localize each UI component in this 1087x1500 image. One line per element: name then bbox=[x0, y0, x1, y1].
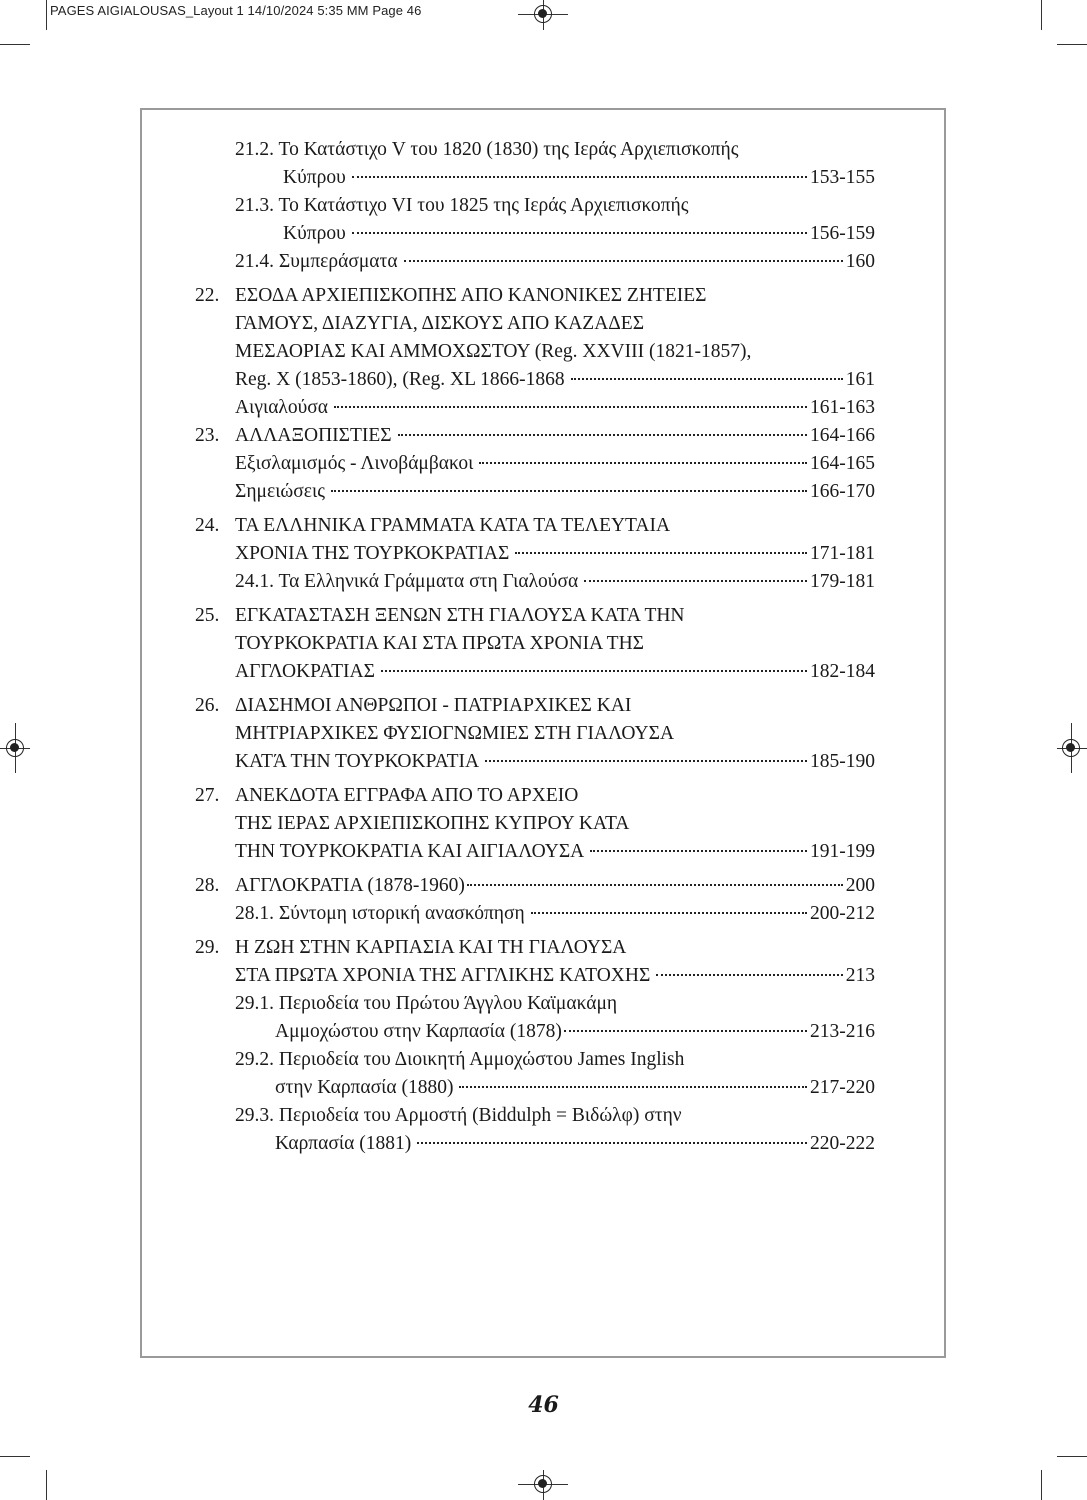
toc-entry-title: ΔΙΑΣΗΜΟΙ ΑΝΘΡΩΠΟΙ - ΠΑΤΡΙΑΡΧΙΚΕΣ ΚΑΙ bbox=[235, 695, 632, 716]
toc-entry-title: ΜΕΣΑΟΡΙΑΣ ΚΑΙ ΑΜΜΟΧΩΣΤΟΥ (Reg. XXVIII (1821-1857), bbox=[235, 341, 752, 362]
crop-mark bbox=[1057, 1456, 1087, 1457]
toc-page-range: 200 bbox=[845, 875, 875, 896]
toc-entry-last-line bbox=[195, 478, 875, 506]
toc-entry-line bbox=[195, 192, 875, 220]
toc-entry-last-line bbox=[195, 248, 875, 276]
toc-entry-title: ΤΟΥΡΚΟΚΡΑΤΙΑ ΚΑΙ ΣΤΑ ΠΡΩΤΑ ΧΡΟΝΙΑ ΤΗΣ bbox=[235, 633, 645, 654]
toc-entry-last-line bbox=[195, 1130, 875, 1158]
dot-leader bbox=[515, 552, 807, 554]
toc-entry-last-line bbox=[195, 540, 875, 568]
toc-entry-title: ΓΑΜΟΥΣ, ΔΙΑΖΥΓΙΑ, ΔΙΣΚΟΥΣ ΑΠΟ ΚΑΖΑΔΕΣ bbox=[235, 313, 645, 334]
toc-entry-line bbox=[195, 338, 875, 366]
toc-entry-title: Κύπρου bbox=[283, 167, 346, 188]
toc-page-range: 185-190 bbox=[810, 751, 875, 772]
crop-mark bbox=[46, 0, 47, 30]
dot-leader bbox=[531, 912, 807, 914]
toc-entry-title: ΚΑΤΆ ΤΗΝ ΤΟΥΡΚΟΚΡΑΤΙΑ bbox=[235, 751, 480, 772]
toc-entry-line bbox=[195, 782, 875, 810]
toc-entry-number: 25. bbox=[195, 605, 220, 626]
dot-leader bbox=[479, 462, 807, 464]
toc-entry-number: 28. bbox=[195, 875, 220, 896]
dot-leader bbox=[467, 884, 843, 886]
toc-entry-title: Reg. X (1853-1860), (Reg. XL 1866-1868 bbox=[235, 369, 565, 390]
toc-entry bbox=[195, 136, 875, 192]
dot-leader bbox=[564, 1030, 807, 1032]
dot-leader bbox=[485, 760, 807, 762]
toc-entry-last-line bbox=[195, 220, 875, 248]
toc-entry-number: 26. bbox=[195, 695, 220, 716]
toc-entry bbox=[195, 1046, 875, 1102]
toc-entry-title: ΤΗΣ ΙΕΡΑΣ ΑΡΧΙΕΠΙΣΚΟΠΗΣ ΚΥΠΡΟΥ ΚΑΤΑ bbox=[235, 813, 630, 834]
toc-page-range: 217-220 bbox=[810, 1077, 875, 1098]
toc-entry-last-line bbox=[195, 838, 875, 866]
toc-entry-line bbox=[195, 720, 875, 748]
table-of-contents bbox=[195, 136, 875, 1158]
crop-mark bbox=[46, 1470, 47, 1500]
toc-entry-last-line bbox=[195, 658, 875, 686]
toc-entry-last-line bbox=[195, 872, 875, 900]
toc-page-range: 179-181 bbox=[810, 571, 875, 592]
toc-page-range: 166-170 bbox=[810, 481, 875, 502]
dot-leader bbox=[656, 974, 842, 976]
toc-entry-line bbox=[195, 934, 875, 962]
dot-leader bbox=[398, 434, 807, 436]
toc-entry bbox=[195, 900, 875, 928]
print-slug: PAGES AIGIALOUSAS_Layout 1 14/10/2024 5:35 ΜΜ Page 46 bbox=[50, 3, 422, 18]
toc-entry-title: Η ΖΩΗ ΣΤΗΝ ΚΑΡΠΑΣΙΑ ΚΑΙ ΤΗ ΓΙΑΛΟΥΣΑ bbox=[235, 937, 627, 958]
toc-entry bbox=[195, 512, 875, 568]
toc-entry bbox=[195, 692, 875, 776]
toc-entry bbox=[195, 248, 875, 276]
toc-entry-line bbox=[195, 136, 875, 164]
toc-entry-title: ΣΤΑ ΠΡΩΤΑ ΧΡΟΝΙΑ ΤΗΣ ΑΓΓΛΙΚΗΣ ΚΑΤΟΧΗΣ bbox=[235, 965, 651, 986]
crop-mark bbox=[1057, 44, 1087, 45]
toc-page-range: 191-199 bbox=[810, 841, 875, 862]
toc-entry-number: 23. bbox=[195, 425, 220, 446]
toc-page-range: 171-181 bbox=[810, 543, 875, 564]
toc-entry-number: 27. bbox=[195, 785, 220, 806]
dot-leader bbox=[404, 260, 843, 262]
toc-entry-last-line bbox=[195, 1018, 875, 1046]
toc-entry-title: Αιγιαλούσα bbox=[235, 397, 328, 418]
toc-entry-title: Καρπασία (1881) bbox=[275, 1133, 412, 1154]
dot-leader bbox=[352, 232, 807, 234]
toc-page-range: 213 bbox=[845, 965, 875, 986]
toc-entry-line bbox=[195, 990, 875, 1018]
toc-page-range: 153-155 bbox=[810, 167, 875, 188]
toc-entry-title: 29.2. Περιοδεία του Διοικητή Αμμοχώστου James Inglish bbox=[235, 1049, 685, 1070]
toc-entry-line bbox=[195, 630, 875, 658]
toc-entry-title: ΑΓΓΛΟΚΡΑΤΙΑΣ bbox=[235, 661, 375, 682]
toc-entry-title: ΜΗΤΡΙΑΡΧΙΚΕΣ ΦΥΣΙΟΓΝΩΜΙΕΣ ΣΤΗ ΓΙΑΛΟΥΣΑ bbox=[235, 723, 675, 744]
toc-page-range: 220-222 bbox=[810, 1133, 875, 1154]
page-number: 46 bbox=[528, 1392, 559, 1418]
crop-mark bbox=[1041, 0, 1042, 30]
toc-entry-line bbox=[195, 692, 875, 720]
toc-entry-title: 21.4. Συμπεράσματα bbox=[235, 251, 398, 272]
toc-entry-title: 24.1. Τα Ελληνικά Γράμματα στη Γιαλούσα bbox=[235, 571, 579, 592]
toc-entry-title: 28.1. Σύντομη ιστορική ανασκόπηση bbox=[235, 903, 525, 924]
toc-entry-number: 29. bbox=[195, 937, 220, 958]
dot-leader bbox=[417, 1142, 807, 1144]
toc-entry-line bbox=[195, 810, 875, 838]
toc-entry-last-line bbox=[195, 366, 875, 394]
toc-entry-line bbox=[195, 602, 875, 630]
toc-entry bbox=[195, 478, 875, 506]
toc-entry-title: 21.3. Το Κατάστιχο VI του 1825 της Ιεράς Αρχιεπισκοπής bbox=[235, 195, 689, 216]
toc-page-range: 164-165 bbox=[810, 453, 875, 474]
toc-entry-last-line bbox=[195, 1074, 875, 1102]
toc-entry-last-line bbox=[195, 962, 875, 990]
toc-entry-last-line bbox=[195, 900, 875, 928]
toc-entry bbox=[195, 394, 875, 422]
crop-mark bbox=[0, 44, 30, 45]
toc-entry-title: Σημειώσεις bbox=[235, 481, 325, 502]
toc-entry bbox=[195, 602, 875, 686]
toc-entry-last-line bbox=[195, 164, 875, 192]
dot-leader bbox=[459, 1086, 807, 1088]
toc-entry bbox=[195, 1102, 875, 1158]
toc-entry bbox=[195, 422, 875, 450]
toc-entry-last-line bbox=[195, 422, 875, 450]
toc-entry-title: ΤΗΝ ΤΟΥΡΚΟΚΡΑΤΙΑ ΚΑΙ ΑΙΓΙΑΛΟΥΣΑ bbox=[235, 841, 585, 862]
toc-page-range: 160 bbox=[845, 251, 875, 272]
toc-entry-number: 24. bbox=[195, 515, 220, 536]
toc-page-range: 182-184 bbox=[810, 661, 875, 682]
toc-entry bbox=[195, 450, 875, 478]
toc-entry-title: ΑΓΓΛΟΚΡΑΤΙΑ (1878-1960) bbox=[235, 875, 465, 896]
toc-entry-last-line bbox=[195, 568, 875, 596]
toc-entry-line bbox=[195, 1046, 875, 1074]
toc-entry bbox=[195, 990, 875, 1046]
toc-page-range: 156-159 bbox=[810, 223, 875, 244]
toc-entry-title: ΕΣΟΔΑ ΑΡΧΙΕΠΙΣΚΟΠΗΣ ΑΠΟ ΚΑΝΟΝΙΚΕΣ ΖΗΤΕΙΕΣ bbox=[235, 285, 707, 306]
toc-page-range: 213-216 bbox=[810, 1021, 875, 1042]
toc-entry bbox=[195, 872, 875, 900]
crop-mark bbox=[1041, 1470, 1042, 1500]
toc-entry-title: ΕΓΚΑΤΑΣΤΑΣΗ ΞΕΝΩΝ ΣΤΗ ΓΙΑΛΟΥΣΑ ΚΑΤΑ ΤΗΝ bbox=[235, 605, 685, 626]
toc-entry-last-line bbox=[195, 394, 875, 422]
toc-entry-title: 29.1. Περιοδεία του Πρώτου Άγγλου Καϊμακάμη bbox=[235, 993, 618, 1014]
toc-entry-title: ΑΛΛΑΞΟΠΙΣΤΙΕΣ bbox=[235, 425, 392, 446]
toc-page-range: 200-212 bbox=[810, 903, 875, 924]
toc-entry-title: ΑΝΕΚΔΟΤΑ ΕΓΓΡΑΦΑ ΑΠΟ ΤΟ ΑΡΧΕΙΟ bbox=[235, 785, 579, 806]
toc-entry-line bbox=[195, 282, 875, 310]
toc-page-range: 164-166 bbox=[810, 425, 875, 446]
toc-entry-last-line bbox=[195, 748, 875, 776]
dot-leader bbox=[590, 850, 807, 852]
toc-entry-number: 22. bbox=[195, 285, 220, 306]
dot-leader bbox=[584, 580, 807, 582]
toc-entry bbox=[195, 782, 875, 866]
toc-entry-title: στην Καρπασία (1880) bbox=[275, 1077, 454, 1098]
dot-leader bbox=[571, 378, 843, 380]
toc-entry-last-line bbox=[195, 450, 875, 478]
toc-entry-title: 21.2. Το Κατάστιχο V του 1820 (1830) της Ιεράς Αρχιεπισκοπής bbox=[235, 139, 739, 160]
toc-entry-line bbox=[195, 512, 875, 540]
toc-entry-title: ΤΑ ΕΛΛΗΝΙΚΑ ΓΡΑΜΜΑΤΑ ΚΑΤΑ ΤΑ ΤΕΛΕΥΤΑΙΑ bbox=[235, 515, 671, 536]
toc-entry bbox=[195, 568, 875, 596]
toc-entry bbox=[195, 192, 875, 248]
toc-entry-title: Κύπρου bbox=[283, 223, 346, 244]
toc-page-range: 161 bbox=[845, 369, 875, 390]
toc-page-range: 161-163 bbox=[810, 397, 875, 418]
toc-entry-title: 29.3. Περιοδεία του Αρμοστή (Biddulph = Βιδώλφ) στην bbox=[235, 1105, 682, 1126]
dot-leader bbox=[352, 176, 807, 178]
toc-entry-line bbox=[195, 310, 875, 338]
dot-leader bbox=[334, 406, 807, 408]
toc-entry-title: Αμμοχώστου στην Καρπασία (1878) bbox=[275, 1021, 562, 1042]
toc-entry bbox=[195, 934, 875, 990]
dot-leader bbox=[381, 670, 807, 672]
toc-entry-title: ΧΡΟΝΙΑ ΤΗΣ ΤΟΥΡΚΟΚΡΑΤΙΑΣ bbox=[235, 543, 510, 564]
toc-entry-title: Εξισλαμισμός - Λινοβάμβακοι bbox=[235, 453, 474, 474]
toc-entry-line bbox=[195, 1102, 875, 1130]
toc-entry bbox=[195, 282, 875, 394]
dot-leader bbox=[331, 490, 807, 492]
crop-mark bbox=[0, 1456, 30, 1457]
